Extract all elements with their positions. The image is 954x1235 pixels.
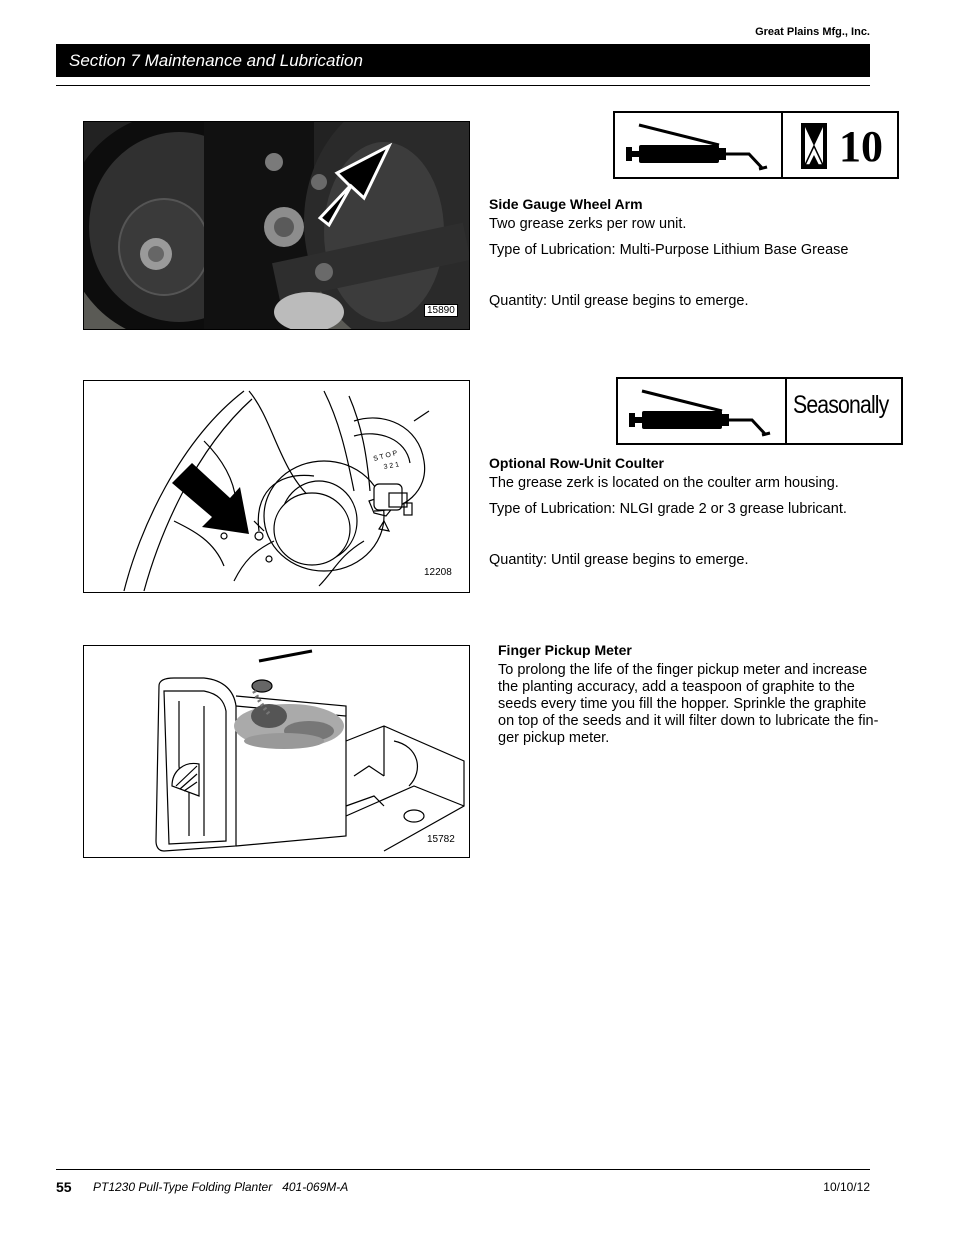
lubrication-type: Type of Lubrication: NLGI grade 2 or 3 grease lubricant. (489, 501, 847, 517)
interval-box-seasonally (616, 377, 903, 445)
instruction-line: on top of the seeds and it will filter down to lubricate the fin- (498, 713, 879, 729)
instruction-line: the planting accuracy, add a teaspoon of graphite to the (498, 679, 855, 695)
figure-finger-pickup-meter (83, 645, 470, 858)
svg-text:3 2 1: 3 2 1 (383, 461, 400, 471)
coulter-drawing (84, 381, 469, 592)
document-title: PT1230 Pull-Type Folding Planter 401-069M-A (93, 1180, 349, 1194)
figure-number: 15782 (427, 834, 455, 845)
interval-box-10-hours (613, 111, 899, 179)
instruction-line: ger pickup meter. (498, 730, 610, 746)
description-text: Two grease zerks per row unit. (489, 216, 687, 232)
finger-pickup-instructions (498, 662, 908, 747)
figure-side-gauge-wheel-arm (83, 121, 470, 330)
instruction-line: To prolong the life of the finger pickup meter and increase (498, 662, 868, 678)
interval-hours: 10 (839, 122, 883, 171)
page-number: 55 (56, 1179, 72, 1195)
revision-date: 10/10/12 (823, 1180, 870, 1194)
hopper-drawing (84, 646, 469, 857)
header-rule (56, 85, 870, 86)
description-text: The grease zerk is located on the coulter arm housing. (489, 475, 839, 491)
company-name: Great Plains Mfg., Inc. (755, 26, 870, 38)
gauge-wheel-photo (84, 122, 469, 329)
svg-text:S T O P: S T O P (372, 449, 399, 463)
interval-seasonally: Seasonally (793, 391, 889, 419)
lubrication-quantity: Quantity: Until grease begins to emerge. (489, 552, 749, 568)
heading-finger-pickup-meter: Finger Pickup Meter (498, 642, 632, 658)
figure-row-unit-coulter (83, 380, 470, 593)
instruction-line: seeds every time you fill the hopper. Sprinkle the graphite (498, 696, 867, 712)
interval-divider (785, 379, 787, 443)
figure-number: 12208 (424, 567, 452, 578)
lubrication-type: Type of Lubrication: Multi-Purpose Lithium Base Grease (489, 242, 849, 258)
footer-rule (56, 1169, 870, 1170)
figure-number: 15890 (424, 304, 458, 317)
heading-side-gauge-wheel-arm: Side Gauge Wheel Arm (489, 196, 643, 212)
heading-row-unit-coulter: Optional Row-Unit Coulter (489, 455, 664, 471)
lubrication-quantity: Quantity: Until grease begins to emerge. (489, 293, 749, 309)
section-title: Section 7 Maintenance and Lubrication (56, 44, 870, 77)
hourglass-icon (801, 123, 827, 169)
interval-divider (781, 113, 783, 177)
grease-gun-icon (621, 117, 781, 175)
grease-gun-icon (624, 383, 784, 441)
